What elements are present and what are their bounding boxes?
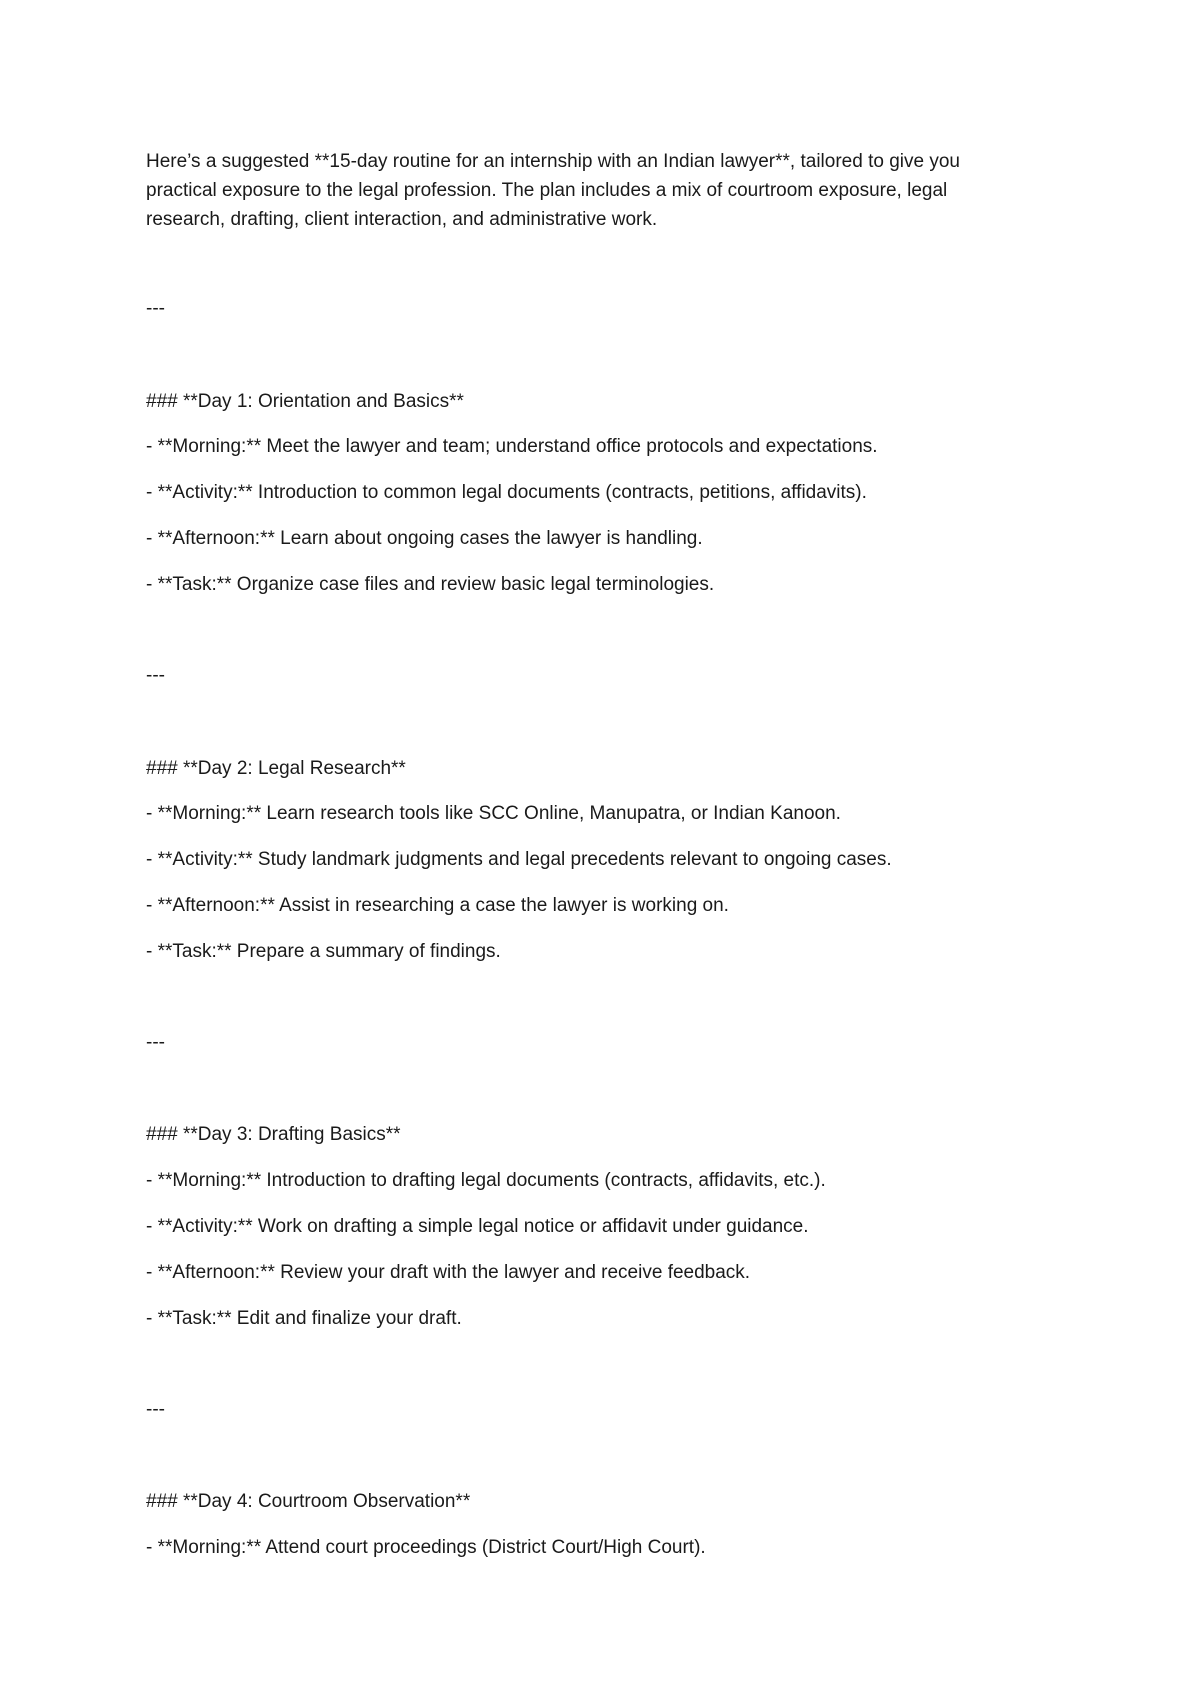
day-item: - **Afternoon:** Learn about ongoing cases the lawyer is handling. [146,528,703,549]
day-item: - **Morning:** Introduction to drafting legal documents (contracts, affidavits, etc.). [146,1170,826,1191]
intro-line: research, drafting, client interaction, and administrative work. [146,209,658,230]
day-item: - **Morning:** Meet the lawyer and team; understand office protocols and expectations. [146,436,878,457]
intro-line: Here’s a suggested **15-day routine for an internship with an Indian lawyer**, tailored to give you [146,151,960,172]
day-item: - **Task:** Organize case files and review basic legal terminologies. [146,574,715,595]
day-item: - **Activity:** Introduction to common legal documents (contracts, petitions, affidavits). [146,482,867,503]
day-item: - **Afternoon:** Assist in researching a case the lawyer is working on. [146,895,729,916]
day-heading: ### **Day 3: Drafting Basics** [146,1124,401,1145]
day-item: - **Afternoon:** Review your draft with the lawyer and receive feedback. [146,1262,751,1283]
day-heading: ### **Day 1: Orientation and Basics** [146,391,464,412]
day-heading: ### **Day 2: Legal Research** [146,758,406,779]
day-item: - **Task:** Edit and finalize your draft. [146,1308,462,1329]
separator: --- [146,1032,165,1053]
day-heading: ### **Day 4: Courtroom Observation** [146,1491,471,1512]
separator: --- [146,665,165,686]
separator: --- [146,1399,165,1420]
day-item: - **Task:** Prepare a summary of findings. [146,941,501,962]
day-item: - **Activity:** Study landmark judgments and legal precedents relevant to ongoing cases. [146,849,892,870]
intro-line: practical exposure to the legal profession. The plan includes a mix of courtroom exposure, legal [146,180,948,201]
day-item: - **Morning:** Attend court proceedings (District Court/High Court). [146,1537,706,1558]
separator: --- [146,298,165,319]
day-item: - **Activity:** Work on drafting a simple legal notice or affidavit under guidance. [146,1216,809,1237]
day-item: - **Morning:** Learn research tools like SCC Online, Manupatra, or Indian Kanoon. [146,803,841,824]
intro-paragraph [146,147,1066,234]
